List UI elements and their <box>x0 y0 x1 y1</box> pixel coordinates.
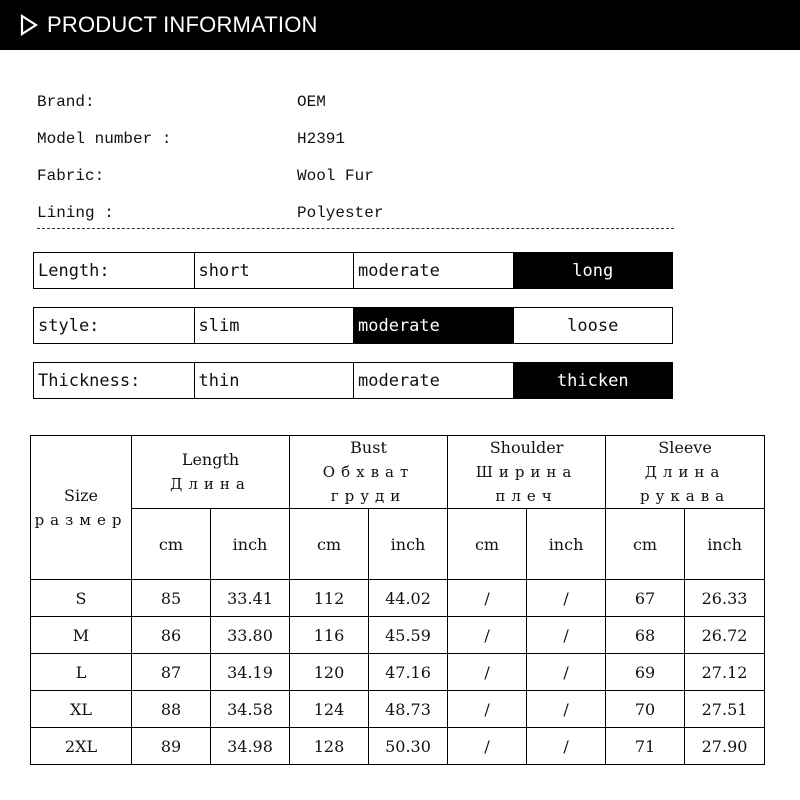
table-cell: 44.02 <box>369 580 448 617</box>
table-cell: 86 <box>132 617 211 654</box>
attribute-option-selected: thicken <box>513 363 672 398</box>
group-header-ru: Ширина плеч <box>475 463 578 505</box>
product-info-list <box>37 83 677 231</box>
info-label: Fabric: <box>37 166 105 185</box>
table-row <box>31 654 765 691</box>
attribute-label: Length: <box>38 260 110 281</box>
group-header-shoulder <box>448 436 606 509</box>
table-row <box>31 691 765 728</box>
section-header <box>0 0 800 50</box>
size-cell: XL <box>31 691 132 728</box>
table-cell: / <box>448 617 527 654</box>
table-cell: 26.33 <box>685 580 765 617</box>
unit-header: cm <box>606 509 685 580</box>
table-cell: 87 <box>132 654 211 691</box>
table-cell: / <box>527 691 606 728</box>
table-cell: 116 <box>290 617 369 654</box>
table-cell: 89 <box>132 728 211 765</box>
size-cell: L <box>31 654 132 691</box>
table-cell: 45.59 <box>369 617 448 654</box>
attribute-option: moderate <box>353 253 513 288</box>
table-cell: 27.90 <box>685 728 765 765</box>
group-header-ru: Обхват груди <box>322 463 415 505</box>
table-cell: 69 <box>606 654 685 691</box>
attribute-option-selected: long <box>513 253 672 288</box>
group-header-ru: Длина <box>170 475 251 493</box>
info-row-model <box>37 120 677 157</box>
unit-header: inch <box>527 509 606 580</box>
group-header-sleeve <box>606 436 765 509</box>
table-cell: / <box>527 654 606 691</box>
table-cell: 68 <box>606 617 685 654</box>
table-cell: 48.73 <box>369 691 448 728</box>
attribute-row-thickness <box>33 362 673 399</box>
info-value: Wool Fur <box>297 166 374 185</box>
attribute-option: short <box>194 253 354 288</box>
table-cell: 128 <box>290 728 369 765</box>
attribute-row-length <box>33 252 673 289</box>
unit-header: cm <box>132 509 211 580</box>
info-row-lining <box>37 194 677 231</box>
table-cell: 85 <box>132 580 211 617</box>
table-cell: 33.41 <box>211 580 290 617</box>
table-cell: / <box>448 580 527 617</box>
unit-header: inch <box>369 509 448 580</box>
table-cell: 70 <box>606 691 685 728</box>
attribute-option: slim <box>194 308 354 343</box>
table-cell: / <box>448 691 527 728</box>
table-row <box>31 617 765 654</box>
info-label: Model number : <box>37 129 172 148</box>
table-row <box>31 728 765 765</box>
group-header-bust <box>290 436 448 509</box>
unit-header: inch <box>211 509 290 580</box>
table-cell: / <box>527 617 606 654</box>
table-cell: 67 <box>606 580 685 617</box>
group-header-ru: Длина рукава <box>639 463 731 505</box>
size-chart-table <box>30 435 765 765</box>
info-value: H2391 <box>297 129 346 148</box>
unit-header: cm <box>448 509 527 580</box>
dashed-divider <box>37 228 674 229</box>
group-header-en: Shoulder <box>489 438 564 457</box>
info-label: Brand: <box>37 92 95 111</box>
attribute-label: style: <box>38 315 100 336</box>
size-header <box>31 436 132 580</box>
play-triangle-icon <box>20 13 40 37</box>
unit-header: cm <box>290 509 369 580</box>
table-cell: 50.30 <box>369 728 448 765</box>
group-header-en: Bust <box>350 438 387 457</box>
table-cell: 71 <box>606 728 685 765</box>
table-cell: 88 <box>132 691 211 728</box>
attribute-option: thin <box>194 363 354 398</box>
table-cell: 120 <box>290 654 369 691</box>
table-cell: 27.51 <box>685 691 765 728</box>
group-header-en: Sleeve <box>658 438 712 457</box>
info-row-fabric <box>37 157 677 194</box>
attribute-option: moderate <box>353 363 513 398</box>
table-cell: 27.12 <box>685 654 765 691</box>
table-cell: 112 <box>290 580 369 617</box>
info-row-brand <box>37 83 677 120</box>
table-cell: 47.16 <box>369 654 448 691</box>
table-cell: / <box>448 654 527 691</box>
info-value: Polyester <box>297 203 384 222</box>
table-cell: 26.72 <box>685 617 765 654</box>
group-header-length <box>132 436 290 509</box>
size-header-ru: размер <box>34 510 128 529</box>
table-cell: 34.98 <box>211 728 290 765</box>
info-label: Lining : <box>37 203 114 222</box>
unit-header: inch <box>685 509 765 580</box>
table-cell: / <box>527 728 606 765</box>
table-cell: 34.58 <box>211 691 290 728</box>
table-cell: 124 <box>290 691 369 728</box>
size-header-en: Size <box>64 485 98 505</box>
size-cell: 2XL <box>31 728 132 765</box>
table-cell: / <box>448 728 527 765</box>
table-cell: 33.80 <box>211 617 290 654</box>
attribute-option: loose <box>513 308 672 343</box>
section-title: PRODUCT INFORMATION <box>47 12 318 37</box>
group-header-en: Length <box>181 450 240 469</box>
table-cell: / <box>527 580 606 617</box>
attribute-label: Thickness: <box>38 370 141 391</box>
size-cell: M <box>31 617 132 654</box>
size-cell: S <box>31 580 132 617</box>
table-cell: 34.19 <box>211 654 290 691</box>
table-row <box>31 580 765 617</box>
attribute-row-style <box>33 307 673 344</box>
attribute-option-selected: moderate <box>353 308 513 343</box>
info-value: OEM <box>297 92 326 111</box>
